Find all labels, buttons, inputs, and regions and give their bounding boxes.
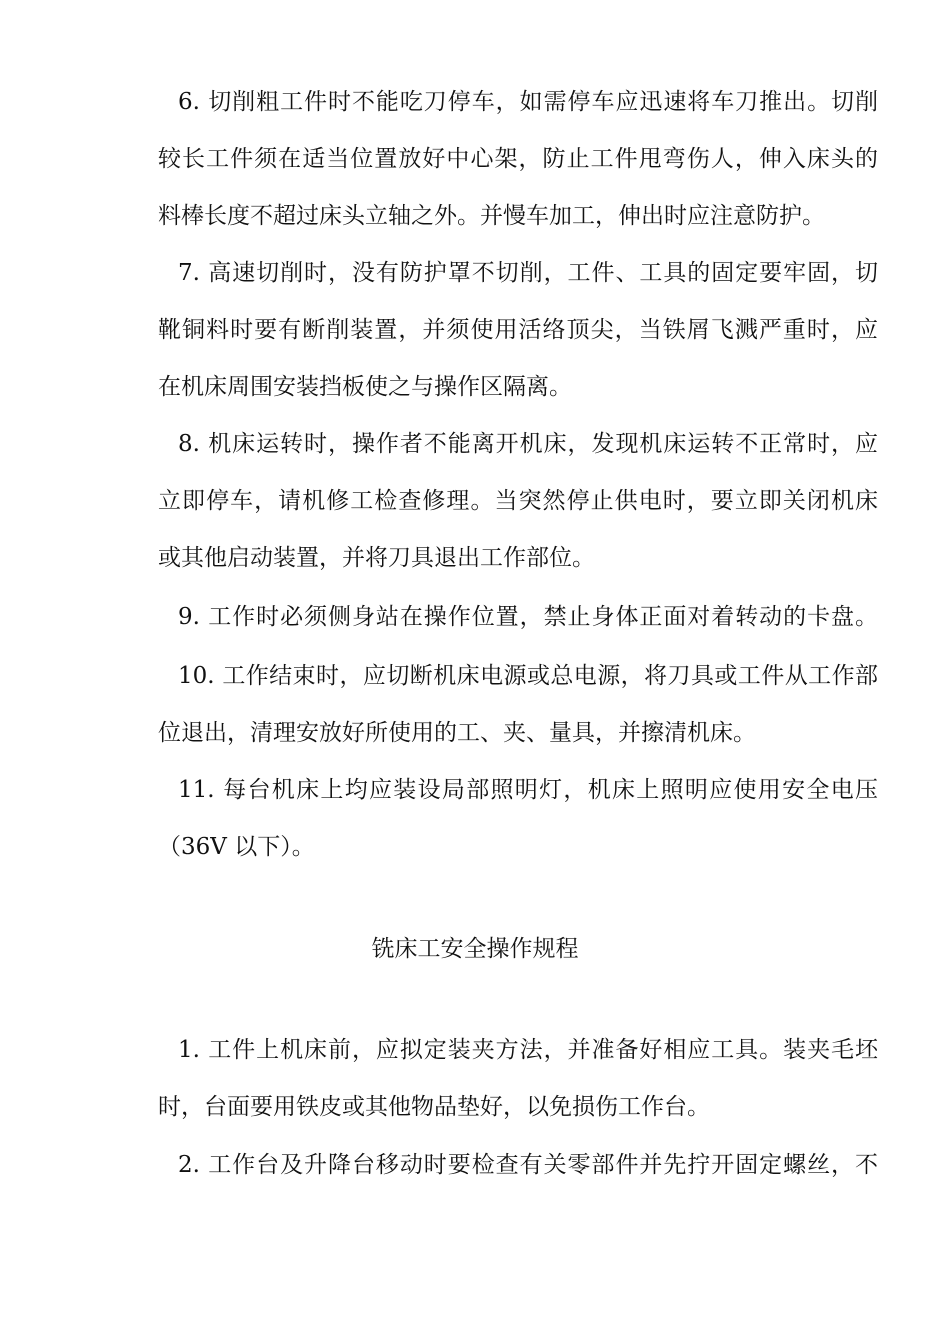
paragraph-line: 10. 工作结束时，应切断机床电源或总电源，将刀具或工件从工作部 [178, 663, 878, 689]
paragraph-line: （36V 以下）。 [158, 834, 315, 860]
paragraph-line: 料棒长度不超过床头立轴之外。并慢车加工，伸出时应注意防护。 [158, 203, 825, 229]
section-heading: 铣床工安全操作规程 [371, 936, 579, 962]
paragraph-line: 9. 工作时必须侧身站在操作位置，禁止身体正面对着转动的卡盘。 [178, 604, 878, 630]
paragraph-line: 8. 机床运转时，操作者不能离开机床，发现机床运转不正常时，应 [178, 431, 878, 457]
paragraph-line: 1. 工件上机床前，应拟定装夹方法，并准备好相应工具。装夹毛坯 [178, 1037, 878, 1063]
paragraph-line: 7. 高速切削时，没有防护罩不切削，工件、工具的固定要牢固，切 [178, 260, 878, 286]
paragraph-line: 位退出，清理安放好所使用的工、夹、量具，并擦清机床。 [158, 720, 756, 746]
paragraph-line: 在机床周围安装挡板使之与操作区隔离。 [158, 374, 572, 400]
paragraph-line: 6. 切削粗工件时不能吃刀停车，如需停车应迅速将车刀推出。切削 [178, 89, 878, 115]
paragraph-line: 或其他启动装置，并将刀具退出工作部位。 [158, 545, 595, 571]
paragraph-line: 2. 工作台及升降台移动时要检查有关零部件并先拧开固定螺丝，不 [178, 1152, 878, 1178]
paragraph-line: 较长工件须在适当位置放好中心架，防止工件甩弯伤人，伸入床头的 [158, 146, 878, 172]
paragraph-line: 立即停车，请机修工检查修理。当突然停止供电时，要立即关闭机床 [158, 488, 878, 514]
paragraph-line: 时，台面要用铁皮或其他物品垫好，以免损伤工作台。 [158, 1094, 710, 1120]
paragraph-line: 11. 每台机床上均应装设局部照明灯，机床上照明应使用安全电压 [178, 777, 878, 803]
paragraph-line: 靴铜料时要有断削装置，并须使用活络顶尖，当铁屑飞溅严重时，应 [158, 317, 878, 343]
